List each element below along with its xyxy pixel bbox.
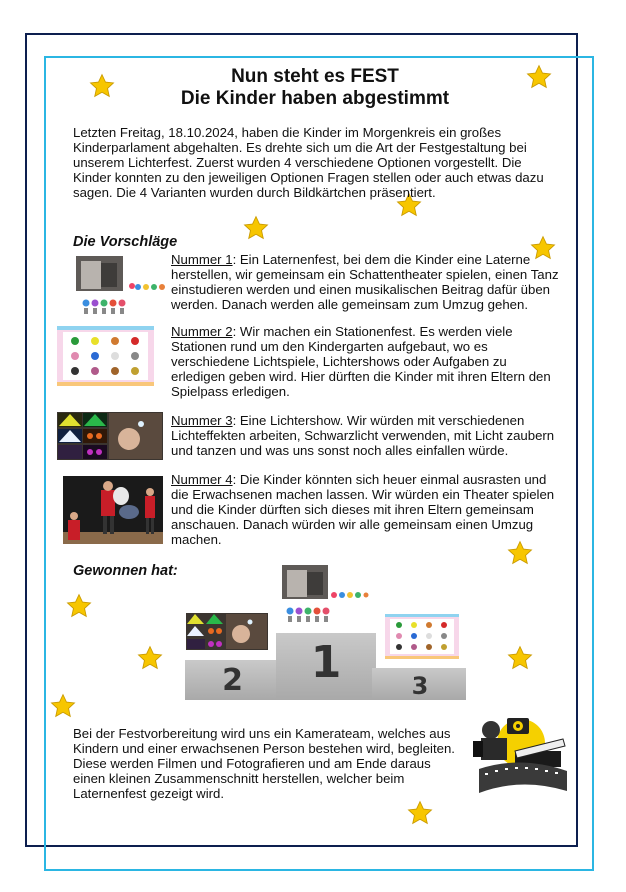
option-1-image (76, 256, 168, 316)
section-heading-winner: Gewonnen hat: (73, 563, 178, 579)
podium-number-1: 1 (310, 637, 342, 688)
title-line-2: Die Kinder haben abgestimmt (180, 88, 450, 109)
option-4-image (63, 476, 163, 544)
star-icon (243, 215, 269, 241)
option-3-label: Nummer 3 (171, 413, 233, 428)
winner-image-3 (385, 614, 459, 659)
option-3-text: Nummer 3: Eine Lichtershow. Wir würden mit verschiedenen Lichteffekten arbeiten, Schwarzlicht verwenden, mit Licht zaubern und tanzen und was uns sonst noch alles einfallen würde. (171, 413, 555, 459)
star-icon (407, 800, 433, 826)
option-4-label: Nummer 4 (171, 472, 233, 487)
page-title (60, 66, 570, 110)
star-icon (50, 693, 76, 719)
outro-paragraph: Bei der Festvorbereitung wird uns ein Kamerateam, welches aus Kindern und einer erwachsenen Person bestehen wird, begleiten. Diese werden Filmen und Fotografieren und am Ende daraus einen kleinen Zusammenschnitt herstellen, welcher beim Laternenfest gezeigt wird. (73, 726, 455, 802)
star-icon (137, 645, 163, 671)
podium-number-2: 2 (222, 663, 243, 698)
star-icon (507, 645, 533, 671)
option-3-image (57, 412, 163, 460)
winner-image-1 (282, 565, 369, 623)
option-4-text: Nummer 4: Die Kinder könnten sich heuer einmal ausrasten und die Erwachsenen machen lassen. Wir würden ein Theater spielen und die Kinder dürften sich dieses mit ihren Eltern gemeinsam anschauen. Danach würden wir alle gemeinsam einen Umzug machen. (171, 472, 555, 548)
option-1-label: Nummer 1 (171, 252, 233, 267)
intro-paragraph: Letzten Freitag, 18.10.2024, haben die Kinder im Morgenkreis ein großes Kinderparlament abgehalten. Es drehte sich um die Art der Festgestaltung bei unserem Lichterfest. Zuerst wurden 4 verschiedene Optionen vorgestellt. Die Kinder konnten zu den jeweiligen Optionen Fragen stellen oder auch etwas dazu sagen. Die 4 Varianten wurden durch Bildkärtchen präsentiert. (73, 125, 544, 201)
title-line-1: Nun steht es FEST (231, 66, 399, 87)
star-icon (66, 593, 92, 619)
podium-number-3: 3 (411, 672, 429, 700)
film-camera-icon (471, 713, 573, 799)
option-2-text: Nummer 2: Wir machen ein Stationenfest. Es werden viele Stationen rund um den Kindergarten aufgebaut, wo es verschiedene Lichtspiele, Lichtershows oder Aufgaben zu erledigen geben wird. Hier dürften die Kinder mit ihren Eltern den Spielpass erledigen. (171, 324, 551, 400)
section-heading-proposals: Die Vorschläge (73, 234, 178, 250)
option-2-label: Nummer 2 (171, 324, 233, 339)
option-2-image (57, 326, 154, 386)
winner-image-2 (186, 613, 268, 650)
option-1-text: Nummer 1: Ein Laternenfest, bei dem die Kinder eine Laterne herstellen, wir gemeinsam ein Schattentheater spielen, einen Tanz einstudieren werden und einen musikalischen Beitrag dafür üben werden. Danach werden alle gemeinsam zum Umzug gehen. (171, 252, 559, 313)
